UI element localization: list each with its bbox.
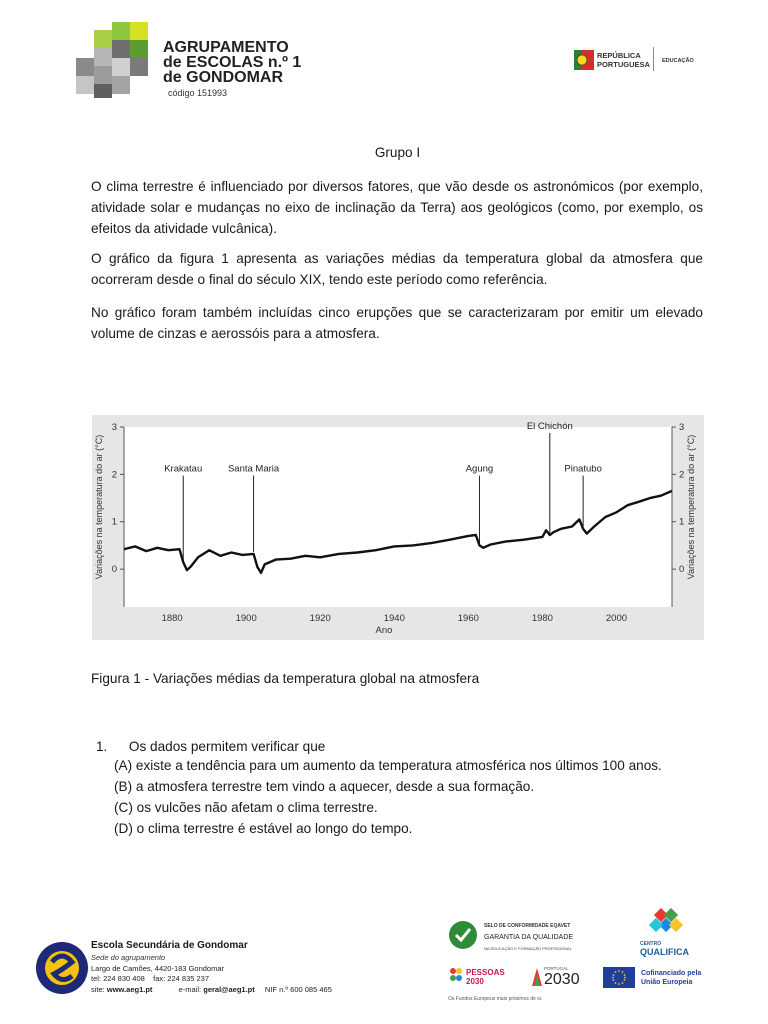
option-a[interactable] — [114, 758, 662, 773]
school-name — [163, 40, 301, 85]
centro-qualifica-icon — [640, 908, 696, 942]
eqavet-main: GARANTIA DA QUALIDADE — [484, 934, 574, 941]
eu-line1: Cofinanciado pela — [641, 970, 702, 977]
site-link[interactable]: www.aeg1.pt — [106, 985, 153, 994]
eqavet-check-icon — [448, 920, 478, 950]
option-letter: (D) — [114, 821, 133, 836]
eruption-label: El Chichón — [526, 421, 573, 432]
republic-line2: PORTUGUESA — [597, 60, 650, 69]
school-name-line3: de GONDOMAR — [163, 69, 283, 86]
republic-text — [597, 51, 650, 69]
republic-line1: REPÚBLICA — [597, 51, 641, 60]
school-footer-logo — [34, 940, 90, 996]
eqavet-sub: NA EDUCAÇÃO E FORMAÇÃO PROFISSIONAL — [484, 946, 572, 951]
centro-label: CENTRO — [640, 941, 662, 947]
x-tick-label: 2000 — [605, 613, 628, 624]
footer-contacts — [91, 985, 332, 994]
school-code: código 151993 — [168, 88, 228, 98]
group-title: Grupo I — [374, 145, 421, 160]
plot-area — [124, 427, 672, 607]
option-text: o clima terrestre é estável ao longo do tempo. — [136, 821, 413, 836]
eu-cofinancing — [641, 969, 701, 987]
option-letter: (B) — [114, 779, 133, 794]
y-tick-label: 3 — [111, 422, 117, 433]
eu-line2: União Europeia — [641, 979, 693, 986]
y-tick-label: 0 — [679, 564, 685, 576]
y-tick-label: 3 — [679, 422, 685, 433]
y-tick-label: 2 — [111, 469, 117, 481]
footer-address: Largo de Camões, 4420-183 Gondomar — [91, 964, 225, 973]
option-text: os vulcões não afetam o clima terrestre. — [136, 800, 378, 815]
qualifica-label: QUALIFICA — [640, 947, 689, 957]
eruption-label: Pinatubo — [564, 463, 602, 475]
eruption-label: Krakatau — [164, 463, 203, 475]
question-text: Os dados permitem verificar que — [128, 739, 326, 754]
y-tick-label: 0 — [111, 564, 117, 576]
school-name-line1: AGRUPAMENTO — [163, 39, 289, 56]
figure-caption: Figura 1 - Variações médias da temperatura global na atmosfera — [91, 671, 480, 686]
eruption-label: Santa Maria — [227, 463, 280, 475]
y-tick-label: 1 — [679, 516, 685, 528]
school-name-line2: de ESCOLAS n.º 1 — [163, 54, 302, 71]
pessoas-line2: 2030 — [466, 977, 484, 986]
nif-text: NIF n.º 600 085 465 — [264, 985, 332, 994]
temperature-chart — [92, 415, 704, 640]
email-label: e-mail: — [178, 985, 202, 994]
option-letter: (C) — [114, 800, 133, 815]
y-tick-label: 1 — [111, 516, 117, 528]
eqavet-title: SELO DE CONFORMIDADE EQAVET — [484, 923, 571, 929]
portugal-2030-logo — [530, 966, 586, 990]
funds-tagline: Os Fundos Europeus mais próximos de si. — [448, 996, 543, 1002]
y-tick-label: 2 — [679, 469, 685, 481]
y-axis-label-left: Variações na temperatura do ar (°C) — [94, 434, 104, 580]
x-tick-label: 1900 — [235, 613, 257, 624]
pessoas-line1: PESSOAS — [466, 968, 505, 977]
x-tick-label: 1960 — [457, 613, 479, 624]
header-divider — [653, 47, 654, 71]
option-text: existe a tendência para um aumento da temperatura atmosférica nos últimos 100 anos. — [135, 758, 662, 773]
portugal-2030-icon — [530, 966, 544, 988]
eruption-label: Agung — [465, 463, 494, 475]
paragraph-eruptions: No gráfico foram também incluídas cinco erupções que se caracterizaram por emitir um elevado volume de cinzas e aerossóis para a atmosfera. — [91, 305, 703, 341]
eu-flag-icon — [603, 967, 635, 988]
paragraph-intro: O clima terrestre é influenciado por diversos fatores, que vão desde os astronómicos (por exemplo, atividade solar e mudanças no eixo de inclinação da Terra) aos geológicos (como, por exemplo, os efeitos da atividade vulcânica). — [91, 179, 703, 236]
pessoas-text — [466, 968, 505, 986]
paragraph-graph-description: O gráfico da figura 1 apresenta as variações médias da temperatura global da atmosfera que ocorreram desde o final do século XIX, tendo este período como referência. — [91, 251, 703, 287]
pessoas-logo-icon — [448, 966, 464, 986]
x-axis-label: Ano — [375, 625, 393, 636]
x-tick-label: 1940 — [383, 613, 405, 624]
ministry-label: EDUCAÇÃO — [662, 58, 694, 64]
x-tick-label: 1920 — [309, 613, 331, 624]
option-b[interactable] — [114, 779, 534, 794]
footer-school-subtitle: Sede do agrupamento — [91, 953, 166, 962]
x-tick-label: 1880 — [161, 613, 183, 624]
site-label: site: — [91, 985, 105, 994]
footer-phones: tel: 224 830 408 fax: 224 835 237 — [91, 974, 210, 983]
republic-emblem-icon — [574, 48, 594, 72]
option-text: a atmosfera terrestre tem vindo a aquecer, desde a sua formação. — [135, 779, 535, 794]
portugal-label: PORTUGAL — [544, 966, 569, 971]
portugal-year: 2030 — [544, 971, 580, 988]
option-d[interactable] — [114, 821, 412, 836]
option-c[interactable] — [114, 800, 378, 815]
footer-school-name: Escola Secundária de Gondomar — [91, 940, 248, 951]
email-link[interactable]: geral@aeg1.pt — [203, 985, 255, 994]
question — [96, 737, 325, 758]
y-axis-label-right: Variações na temperatura do ar (°C) — [686, 434, 696, 580]
option-letter: (A) — [114, 758, 133, 773]
x-tick-label: 1980 — [531, 613, 553, 624]
question-number: 1. — [96, 739, 108, 754]
